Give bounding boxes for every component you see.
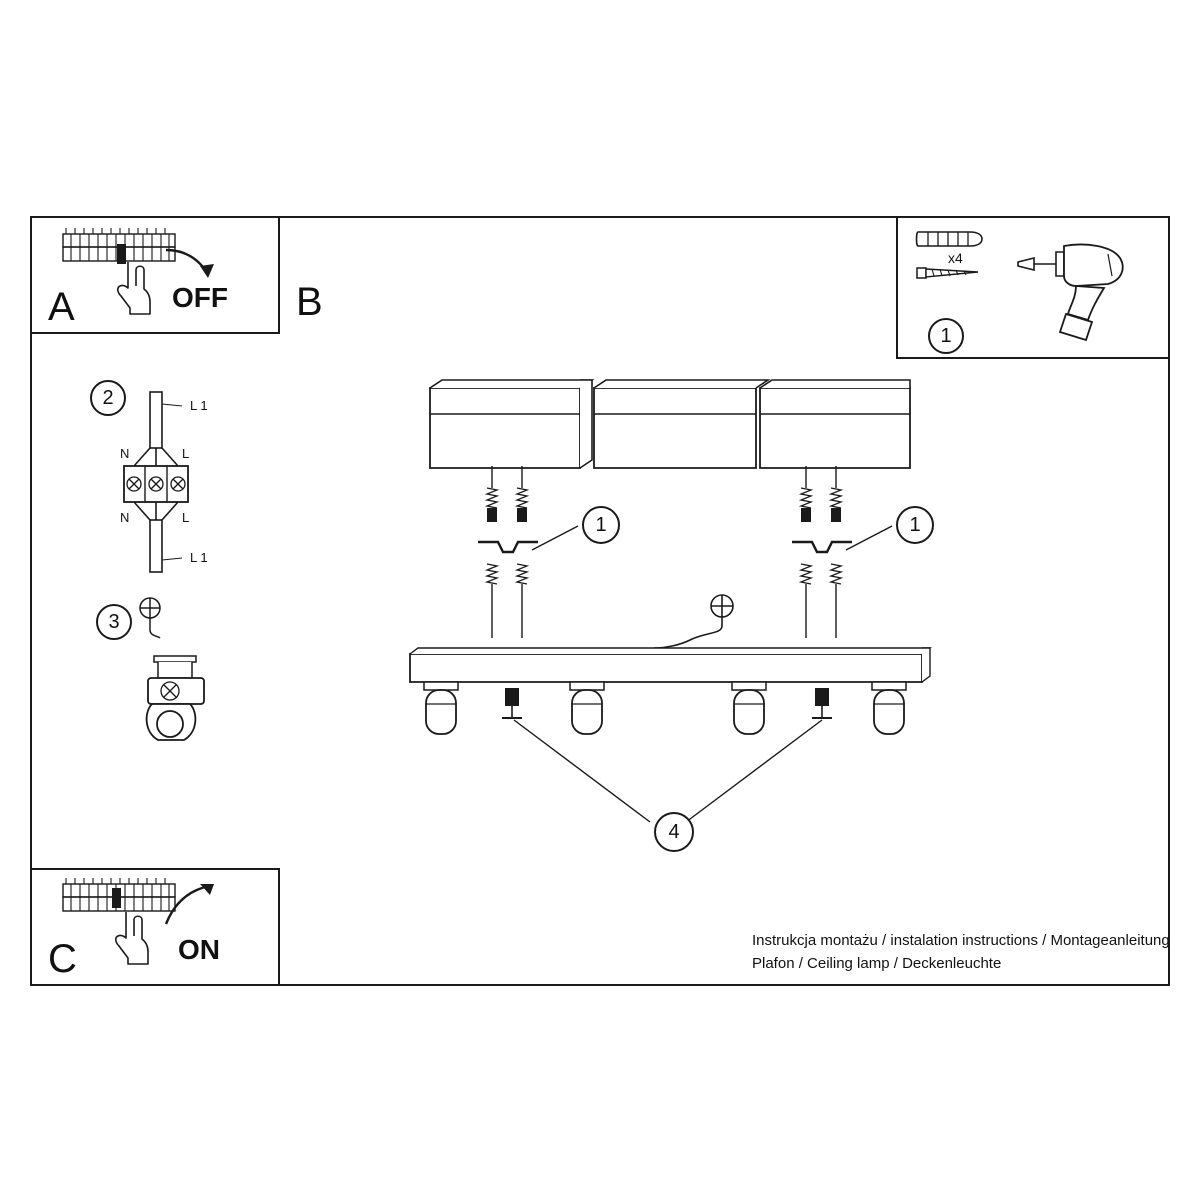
step-a-letter: A bbox=[48, 285, 75, 329]
terminal-label-l1-top: L 1 bbox=[190, 398, 208, 413]
callout-1-left: 1 bbox=[582, 506, 620, 544]
footer-line-2: Plafon / Ceiling lamp / Deckenleuchte bbox=[752, 955, 1002, 972]
curved-arrow-down-icon bbox=[164, 248, 226, 288]
earth-ground-icon-b bbox=[640, 592, 750, 652]
step-c-action-label: ON bbox=[178, 934, 220, 965]
hardware-quantity: x4 bbox=[948, 250, 963, 266]
power-drill-icon bbox=[1012, 236, 1142, 346]
callout-1-tools: 1 bbox=[928, 318, 964, 354]
fixing-cluster-left bbox=[470, 466, 590, 646]
mounting-bracket-icon bbox=[140, 648, 230, 760]
terminal-label-n-bottom: N bbox=[120, 510, 130, 525]
earth-ground-icon-3 bbox=[136, 596, 176, 638]
hand-pointing-icon-c bbox=[112, 912, 158, 964]
hand-pointing-icon-a bbox=[114, 262, 160, 314]
terminal-label-l1-bottom: L 1 bbox=[190, 550, 208, 565]
terminal-label-l-top: L bbox=[182, 446, 190, 461]
footer-line-1: Instrukcja montażu / instalation instructions / Montageanleitung bbox=[752, 932, 1170, 949]
callout-4: 4 bbox=[654, 812, 694, 852]
screw-icon bbox=[916, 264, 984, 284]
terminal-label-n-top: N bbox=[120, 446, 130, 461]
callout-2: 2 bbox=[90, 380, 126, 416]
fixing-cluster-right bbox=[784, 466, 904, 646]
wall-plug-icon bbox=[916, 226, 984, 252]
curved-arrow-up-icon bbox=[162, 882, 224, 926]
step-b-letter: B bbox=[296, 280, 323, 324]
callout-1-right: 1 bbox=[896, 506, 934, 544]
callout-3: 3 bbox=[96, 604, 132, 640]
step-c-letter: C bbox=[48, 937, 77, 981]
step-a-action-label: OFF bbox=[172, 282, 228, 313]
terminal-label-l-bottom: L bbox=[182, 510, 190, 525]
ceiling-slab-diagram bbox=[430, 380, 910, 476]
terminal-block-icon bbox=[120, 392, 230, 572]
